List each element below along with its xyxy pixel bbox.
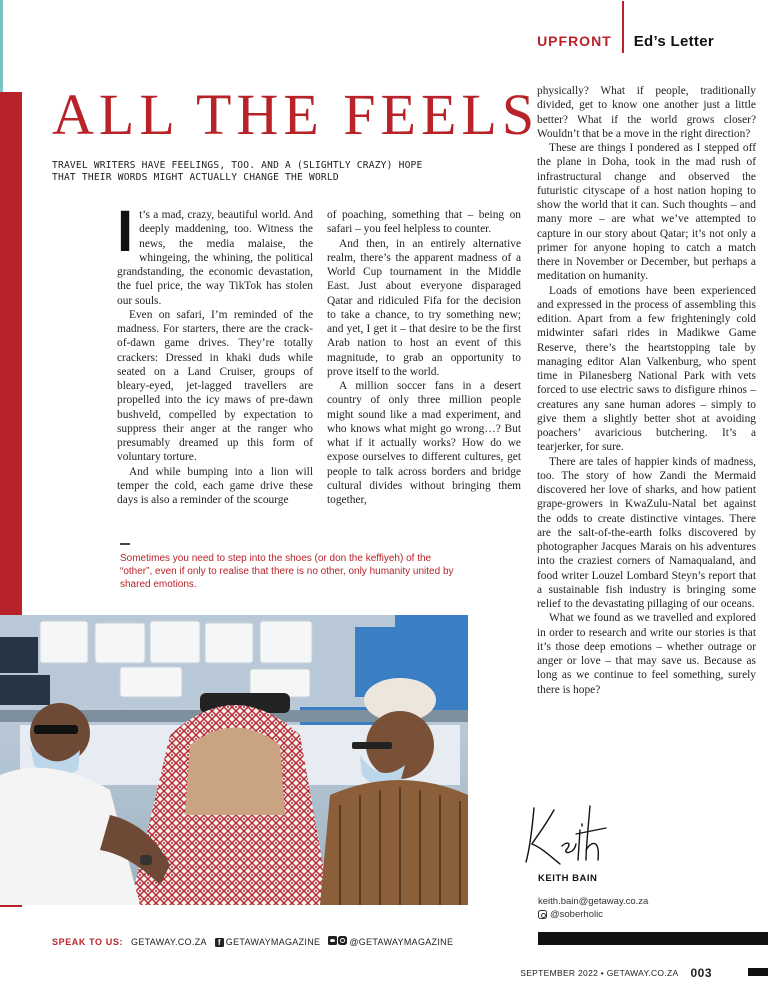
author-instagram[interactable]: @soberholic xyxy=(550,909,603,920)
author-email[interactable]: keith.bain@getaway.co.za xyxy=(538,896,649,907)
author-email-row xyxy=(538,895,648,908)
paragraph: physically? What if people, traditionally divided, get to know one another just a little better? What if the world grows closer? Wouldn’t that be a move in the right direction? xyxy=(537,85,756,140)
twitter-icon xyxy=(328,936,337,945)
speak-to-us-label: SPEAK TO US: xyxy=(52,936,124,947)
author-contact xyxy=(538,895,648,921)
section-label: UPFRONT xyxy=(537,33,612,49)
paragraph: And while bumping into a lion will temper the cold, each game drive these days is also a reminder of the scourge xyxy=(117,465,313,506)
page-tab xyxy=(748,968,768,976)
facebook-icon: f xyxy=(215,938,224,947)
paragraph: There are tales of happier kinds of madness, too. The story of how Zandi the Mermaid discovered her love of sharks, and how patient grape-growers in KwaZulu-Natal bet against the odds to create distinctive vintages. There are the salt-of-the-earth folks discovered by photographer Jacques Marais on his adventures into the craziest corners of Namaqualand, and food writer Louzel Lombard Steyn’s report that a sustainable fish industry is bringing some relief to the devastating pillaging of our oceans. xyxy=(537,455,756,610)
subsection-label: Ed’s Letter xyxy=(633,32,714,50)
author-name: KEITH BAIN xyxy=(538,873,598,884)
paragraph: And then, in an entirely alternative realm, there’s the apparent madness of a World Cup tournament in the Middle East. Just about everyone disparaged Qatar and ridiculed Fifa for the decision to take a chance, to try something new; and yet, I get it – that desire to be the first Arab nation to host an event of this magnitude, to grab an opportunity to prove itself to the world. xyxy=(327,237,521,378)
page-header xyxy=(537,30,714,52)
paragraph: These are things I pondered as I stepped off the plane in Doha, took in the mad rush of infrastructural change and observed the futuristic cityscape of a host nation hoping to show the world that it can. Such thoughts – and many more – are what we’ve attempted to capture in our story about Qatar; it’s not only a primer for anyone hoping to catch a match there in November or December, but perhaps a meditation on humanity. xyxy=(537,142,756,283)
paragraph: Loads of emotions have been experienced and expressed in the process of assembling this edition. Apart from a few frighteningly cold midwinter safari rides in Madikwe Game Reserve, there’s the heartstopping tale by managing editor Alan Valkenburg, who spent time in Pilanesberg National Park with vets forced to use electric saws to disfigure rhinos – creatures any sane human adores – simply to give them a slightly better shot at avoiding poachers’ avaricious butchering. It’s a tearjerker, for sure. xyxy=(537,284,756,454)
body-column-3 xyxy=(537,84,756,697)
issue-info: SEPTEMBER 2022 • GETAWAY.CO.ZA xyxy=(520,968,679,978)
footer-social-links xyxy=(52,936,453,947)
page-footer xyxy=(520,966,712,980)
author-instagram-row xyxy=(538,908,648,921)
paragraph: What we found as we travelled and explored in order to research and write our stories is that it’s those deep emotions – whether outrage or anger or love – that may save us. Because as long as we continue to feel something, surely there is hope? xyxy=(537,612,756,696)
facebook-link[interactable]: f GETAWAYMAGAZINE xyxy=(215,937,321,947)
footer-black-bar xyxy=(538,932,768,945)
website-link[interactable]: GETAWAY.CO.ZA xyxy=(131,936,207,947)
photo-caption: Sometimes you need to step into the shoes (or don the keffiyeh) of the “other”, even if only to realise that there is no other, only humanity united by shared emotions. xyxy=(120,553,454,590)
article-deck: TRAVEL WRITERS HAVE FEELINGS, TOO. AND A (SLIGHTLY CRAZY) HOPE THAT THEIR WORDS MIGHT ACTUALLY CHANGE THE WORLD xyxy=(52,160,423,183)
corner-accent-line xyxy=(0,0,3,92)
paragraph: It’s a mad, crazy, beautiful world. And deeply maddening, too. Witness the news, the media malaise, the whingeing, the whining, the political grandstanding, the economic devastation, the fuel price, the way TikTok has stolen our souls. xyxy=(117,199,313,307)
body-column-2 xyxy=(327,208,521,507)
instagram-icon xyxy=(338,936,347,945)
body-column-1 xyxy=(117,199,313,507)
drop-cap: I xyxy=(117,199,134,264)
paragraph: of poaching, something that – being on safari – you feel helpless to counter. xyxy=(327,209,521,236)
page-number: 003 xyxy=(690,966,712,980)
header-divider xyxy=(622,1,624,53)
article-title: ALL THE FEELS xyxy=(52,82,540,147)
caption-dash xyxy=(120,543,130,545)
paragraph: A million soccer fans in a desert country of only three million people might sound like a mad experiment, and who knows what might go wrong…? But what if it actually works? How do we expose ourselves to different cultures, get people to talk across borders and bridge cultural divides without bringing them together, xyxy=(327,380,521,506)
signature-graphic xyxy=(520,800,610,870)
twitter-instagram-link[interactable]: @GETAWAYMAGAZINE xyxy=(328,936,453,947)
paragraph: Even on safari, I’m reminded of the madness. For starters, there are the crack-of-dawn game drives. They’re totally crackers: Dressed in khaki duds while seated on a Land Cruiser, groups of bleary-eyed, jet-lagged travellers are propelled into the icy maws of pre-dawn bushveld, compelled by expectation to suppress their anger at the ranger who presumably dreamed up this form of voluntary torture. xyxy=(117,308,313,464)
article-photo xyxy=(0,615,468,905)
instagram-icon xyxy=(538,910,547,919)
